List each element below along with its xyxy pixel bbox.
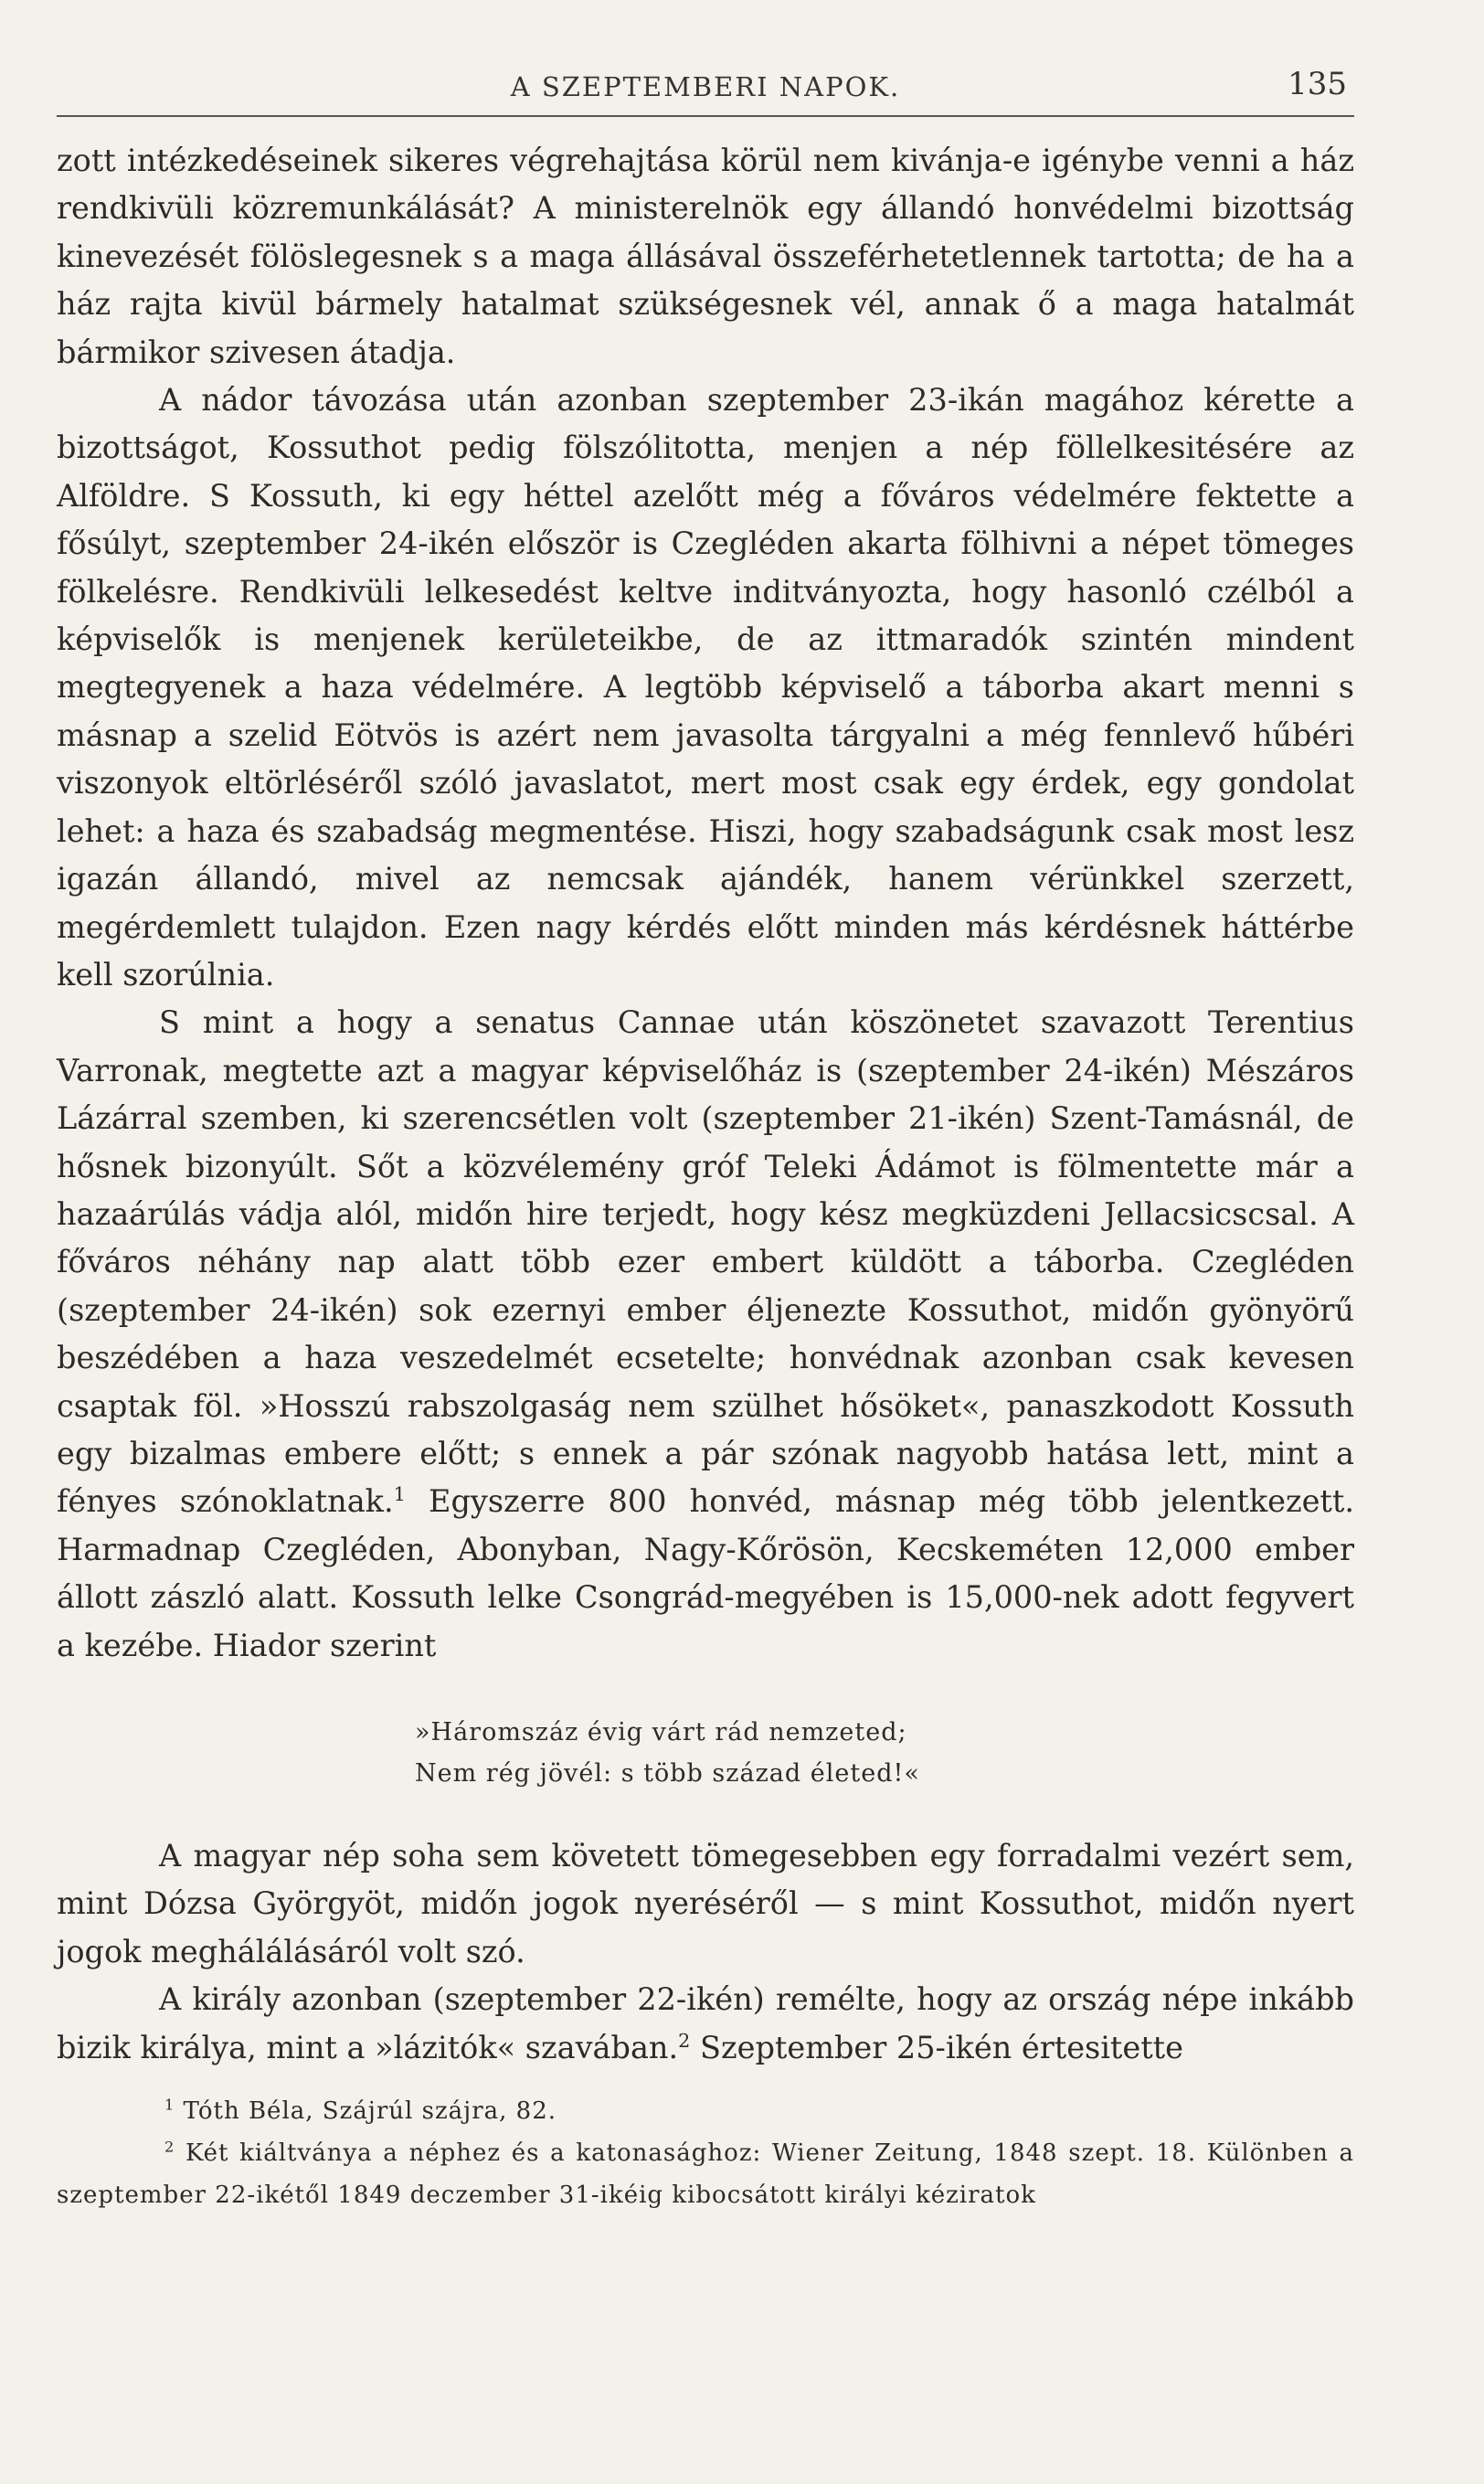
body-text — [57, 137, 1354, 2216]
footnote-2 — [57, 2132, 1354, 2216]
paragraph-3 — [57, 999, 1354, 1670]
running-head: A SZEPTEMBERI NAPOK. — [510, 71, 901, 102]
verse-line-1: »Háromszáz évig várt rád nemzeted; — [415, 1718, 907, 1746]
paragraph-5 — [57, 1976, 1354, 2072]
paragraph-5-text: A király azonban (szeptember 22-ikén) remélte, hogy az ország népe inkább bizik királya, mint a »lázitók« szavában. — [57, 1981, 1354, 2065]
footnote-mark-1: 1 — [164, 2096, 175, 2114]
footnote-ref-2: 2 — [678, 2029, 691, 2052]
footnote-ref-1: 1 — [393, 1483, 406, 1506]
footnote-1 — [57, 2090, 1354, 2132]
footnote-1-text: Tóth Béla, Szájrúl szájra, 82. — [183, 2097, 557, 2126]
page-header — [57, 64, 1354, 117]
paragraph-1: zott intézkedéseinek sikeres végrehajtása körül nem kivánja-e igénybe venni a ház rendkivüli közremunkálását? A ministerelnök egy állandó honvédelmi bizottság kinevezését fölöslegesnek s a maga állásával összeférhetetlennek tartotta; de ha a ház rajta kivül bármely hatalmat szükségesnek vél, annak ő a maga hatalmát bármikor szivesen átadja. — [57, 143, 1354, 370]
footnotes — [57, 2090, 1354, 2216]
paragraph-5-continued: Szeptember 25-ikén értesitette — [700, 2029, 1183, 2065]
footnote-2-text: Két kiáltványa a néphez és a katonasághoz: Wiener Zeitung, 1848 szept. 18. Különben a szeptember 22-ikétől 1849 deczember 31-ikéig kibocsátott királyi kéziratok — [57, 2139, 1355, 2210]
footnote-mark-2: 2 — [164, 2138, 175, 2156]
page-number: 135 — [1288, 66, 1347, 102]
verse-line-2: Nem rég jövél: s több század életed!« — [415, 1759, 920, 1788]
paragraph-2: A nádor távozása után azonban szeptember 23-ikán magához kérette a bizottságot, Kossuthot pedig fölszólitotta, menjen a nép föllelkesitésére az Alföldre. S Kossuth, ki egy héttel azelőtt még a főváros védelmére fektette a fősúlyt, szeptember 24-ikén először is Czegléden akarta fölhivni a népet tömeges fölkelésre. Rendkivüli lelkesedést keltve inditványozta, hogy hasonló czélból a képviselők is menjenek kerületeikbe, de az ittmaradók szintén mindent megtegyenek a haza védelmére. A legtöbb képviselő a táborba akart menni s másnap a szelid Eötvös is azért nem javasolta tárgyalni a még fennlevő hűbéri viszonyok eltörléséről szóló javaslatot, mert most csak egy érdek, egy gondolat lehet: a haza és szabadság megmentése. Hiszi, hogy szabadságunk csak most lesz igazán állandó, mivel az nemcsak ajándék, hanem vérünkkel szerzett, megérdemlett tulajdon. Ezen nagy kérdés előtt minden más kérdésnek háttérbe kell szorúlnia. — [57, 382, 1354, 993]
paragraph-3-text: S mint a hogy a senatus Cannae után köszönetet szavazott Terentius Varronak, megtette azt a magyar képviselőház is (szeptember 24-ikén) Mészáros Lázárral szemben, ki szerencsétlen volt (szeptember 21-ikén) Szent-Tamásnál, de hősnek bizonyúlt. Sőt a közvélemény gróf Teleki Ádámot is fölmentette már a hazaárúlás vádja alól, midőn hire terjedt, hogy kész megküzdeni Jellacsicscsal. A főváros néhány nap alatt több ezer embert küldött a táborba. Czegléden (szeptember 24-ikén) sok ezernyi ember éljenezte Kossuthot, midőn gyönyörű beszédében a haza veszedelmét ecsetelte; honvédnak azonban csak kevesen csaptak föl. »Hosszú rabszolgaság nem szülhet hősöket«, panaszkodott Kossuth egy bizalmas embere előtt; s ennek a pár szónak nagyobb hatása lett, mint a fényes szónoklatnak. — [57, 1004, 1354, 1520]
paragraph-3-continued: Egyszerre 800 honvéd, másnap még több jelentkezett. Harmadnap Czegléden, Abonyban, Nagy-Kőrösön, Kecskeméten 12,000 ember állott zászló alatt. Kossuth lelke Csongrád-megyében is 15,000-nek adott fegyvert a kezébe. Hiador szerint — [57, 1483, 1354, 1663]
paragraph-4: A magyar nép soha sem követett tömegesebben egy forradalmi vezért sem, mint Dózsa Györgyöt, midőn jogok nyeréséről — s mint Kossuthot, midőn nyert jogok meghálálásáról volt szó. — [57, 1838, 1354, 1969]
verse-quote — [57, 1712, 1354, 1794]
